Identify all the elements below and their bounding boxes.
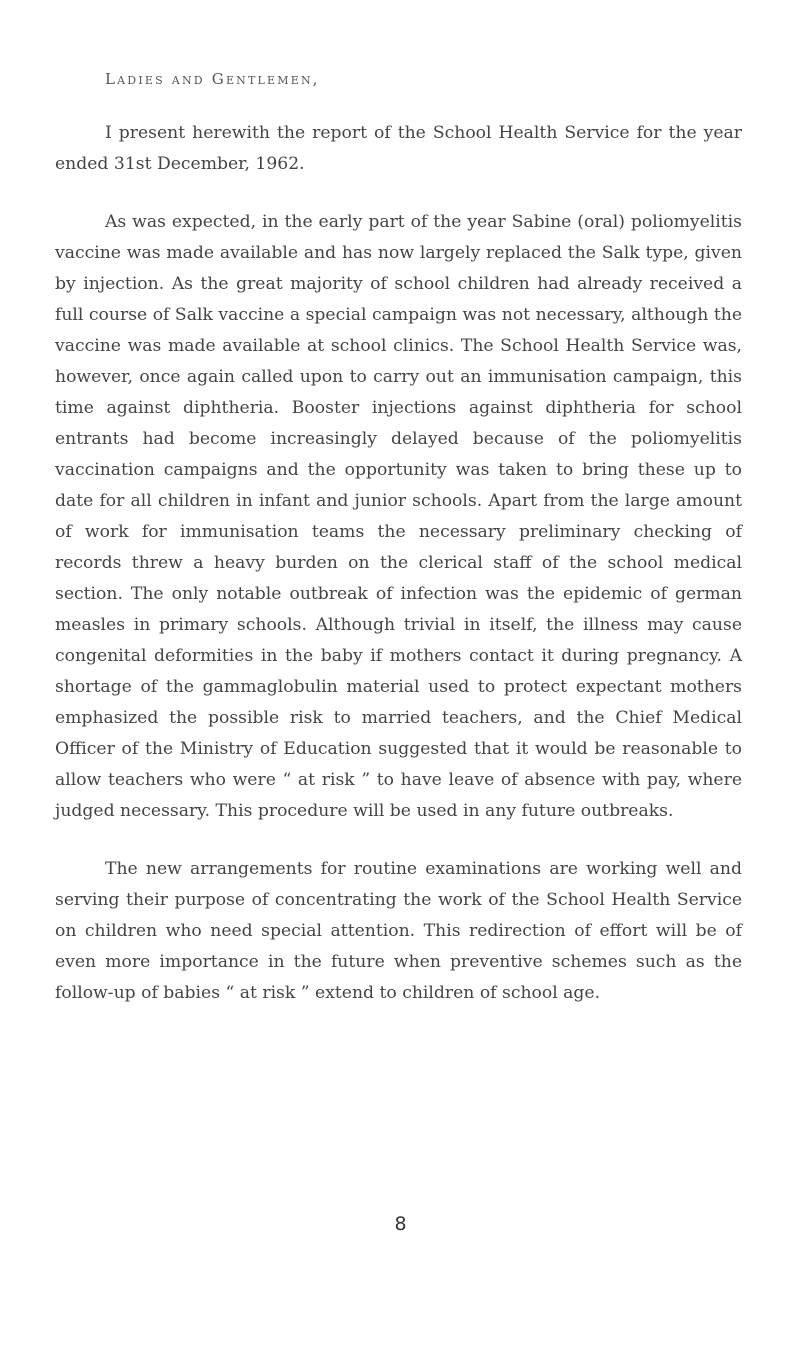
paragraph-introduction: I present herewith the report of the School Health Service for the year ended 31st December, 1962.	[55, 123, 742, 174]
report-body	[55, 118, 742, 1036]
paragraph-immunisation: As was expected, in the early part of the year Sabine (oral) poliomyelitis vaccine was made available and has now largely replaced the Salk type, given by injection. As the great majority of school children had already received a full course of Salk vaccine a special campaign was not necessary, although the vaccine was made available at school clinics. The School Health Service was, however, once again called upon to carry out an immunisation campaign, this time against diphtheria. Booster injections against diphtheria for school entrants had become increasingly delayed because of the poliomyelitis vaccination campaigns and the opportunity was taken to bring these up to date for all children in infant and junior schools. Apart from the large amount of work for immunisation teams the necessary preliminary checking of records threw a heavy burden on the clerical staff of the school medical section. The only notable outbreak of infection was the epidemic of german measles in primary schools. Although trivial in itself, the illness may cause congenital deformities in the baby if mothers contact it during pregnancy. A shortage of the gammaglobulin material used to protect expectant mothers emphasized the possible risk to married teachers, and the Chief Medical Officer of the Ministry of Education suggested that it would be reasonable to allow teachers who were “ at risk ” to have leave of absence with pay, where judged necessary. This procedure will be used in any future outbreaks.	[55, 212, 742, 821]
paragraph-routine-examinations: The new arrangements for routine examinations are working well and serving their purpose of concentrating the work of the School Health Service on children who need special attention. This redirection of effort will be of even more importance in the future when preventive schemes such as the follow-up of babies “ at risk ” extend to children of school age.	[55, 859, 742, 1003]
page-number: 8	[394, 1213, 407, 1235]
salutation: Ladies and Gentlemen,	[105, 70, 320, 88]
